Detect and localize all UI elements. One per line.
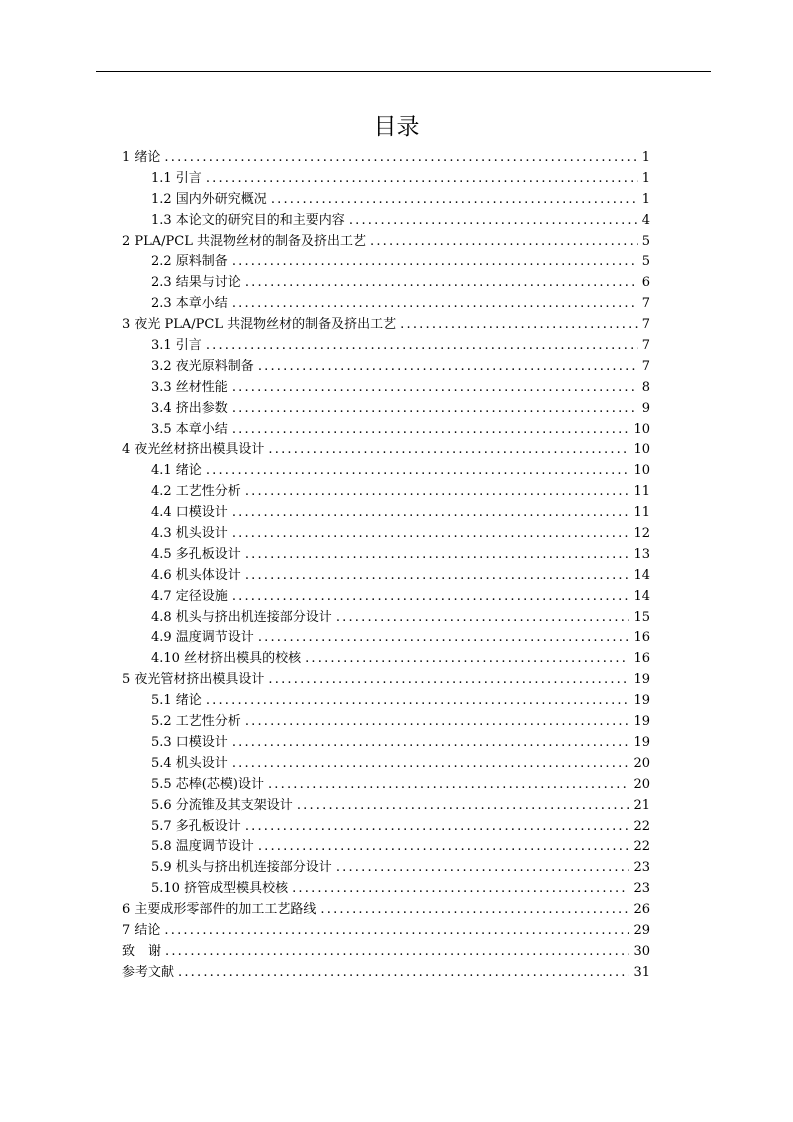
toc-dot-leader — [400, 315, 638, 336]
toc-entry[interactable] — [122, 900, 650, 921]
toc-entry[interactable] — [122, 817, 650, 838]
toc-page-number: 13 — [633, 546, 650, 562]
toc-entry-text: 5.3 口模设计 — [151, 734, 228, 750]
toc-entry[interactable] — [122, 837, 650, 858]
toc-entry[interactable] — [122, 608, 650, 629]
toc-entry-text: 5.1 绪论 — [151, 693, 202, 709]
toc-entry[interactable] — [122, 796, 650, 817]
toc-entry[interactable] — [122, 587, 650, 608]
toc-dot-leader — [245, 545, 630, 566]
toc-entry[interactable] — [122, 273, 650, 294]
toc-dot-leader — [268, 775, 630, 796]
toc-page-number: 23 — [633, 881, 650, 897]
toc-entry-text: 6 主要成形零部件的加工工艺路线 — [122, 902, 317, 918]
header-rule — [96, 71, 711, 72]
toc-entry-text: 2.3 结果与讨论 — [151, 275, 241, 291]
toc-page-number: 12 — [633, 526, 650, 542]
toc-entry-text: 4.3 机头设计 — [151, 526, 228, 542]
toc-dot-leader — [232, 252, 638, 273]
toc-entry-text: 致 谢 — [122, 943, 162, 959]
toc-page-number: 21 — [633, 797, 650, 813]
toc-page-number: 29 — [633, 922, 650, 938]
toc-entry-text: 参考文献 — [122, 964, 175, 980]
toc-entry[interactable] — [122, 211, 650, 232]
toc-dot-leader — [164, 148, 637, 169]
toc-entry-text: 5.4 机头设计 — [151, 755, 228, 771]
toc-entry-text: 5 夜光管材挤出模具设计 — [122, 672, 265, 688]
toc-entry[interactable] — [122, 503, 650, 524]
toc-entry[interactable] — [122, 775, 650, 796]
toc-dot-leader — [245, 566, 630, 587]
toc-entry-text: 4.2 工艺性分析 — [151, 484, 241, 500]
toc-dot-leader — [258, 837, 630, 858]
toc-dot-leader — [232, 587, 630, 608]
toc-page-number: 31 — [633, 964, 650, 980]
toc-dot-leader — [164, 921, 629, 942]
toc-entry-text: 4.4 口模设计 — [151, 505, 228, 521]
toc-page-number: 1 — [641, 191, 650, 207]
toc-page-number: 10 — [633, 442, 650, 458]
toc-dot-leader — [245, 817, 630, 838]
toc-entry[interactable] — [122, 252, 650, 273]
toc-dot-leader — [305, 649, 629, 670]
toc-dot-leader — [292, 879, 629, 900]
toc-entry[interactable] — [122, 420, 650, 441]
toc-dot-leader — [232, 399, 638, 420]
toc-entry[interactable] — [122, 858, 650, 879]
toc-page-number: 10 — [633, 421, 650, 437]
toc-entry-text: 5.8 温度调节设计 — [151, 839, 254, 855]
toc-dot-leader — [206, 461, 630, 482]
toc-page-number: 14 — [633, 588, 650, 604]
toc-dot-leader — [320, 900, 629, 921]
toc-page-number: 30 — [633, 943, 650, 959]
toc-page-number: 11 — [633, 484, 650, 500]
toc-dot-leader — [245, 482, 630, 503]
toc-entry-text: 5.6 分流锥及其支架设计 — [151, 797, 293, 813]
toc-page-number: 20 — [633, 755, 650, 771]
toc-entry[interactable] — [122, 357, 650, 378]
toc-entry[interactable] — [122, 232, 650, 253]
toc-entry-text: 4.7 定径设施 — [151, 588, 228, 604]
toc-page-number: 19 — [633, 672, 650, 688]
toc-page-number: 4 — [641, 212, 650, 228]
toc-entry-text: 4.9 温度调节设计 — [151, 630, 254, 646]
toc-entry-text: 3.1 引言 — [151, 338, 202, 354]
toc-entry-text: 1.1 引言 — [151, 170, 202, 186]
toc-entry-text: 4.5 多孔板设计 — [151, 546, 241, 562]
toc-page-number: 15 — [633, 609, 650, 625]
toc-entry[interactable] — [122, 963, 650, 984]
toc-entry-text: 4.10 丝材挤出模具的校核 — [151, 651, 302, 667]
toc-entry-text: 1.3 本论文的研究目的和主要内容 — [151, 212, 345, 228]
toc-page-number: 7 — [641, 338, 650, 354]
toc-entry-text: 3 夜光 PLA/PCL 共混物丝材的制备及挤出工艺 — [122, 317, 397, 333]
toc-dot-leader — [258, 357, 638, 378]
toc-dot-leader — [232, 503, 630, 524]
toc-entry-text: 4 夜光丝材挤出模具设计 — [122, 442, 265, 458]
toc-dot-leader — [336, 608, 630, 629]
toc-page-number: 19 — [633, 714, 650, 730]
toc-entry[interactable] — [122, 879, 650, 900]
toc-entry[interactable] — [122, 691, 650, 712]
toc-page-number: 7 — [641, 296, 650, 312]
toc-dot-leader — [232, 378, 638, 399]
toc-page-number: 20 — [633, 776, 650, 792]
toc-entry-text: 4.8 机头与挤出机连接部分设计 — [151, 609, 332, 625]
toc-page-number: 23 — [633, 860, 650, 876]
toc-page-number: 10 — [633, 463, 650, 479]
toc-entry[interactable] — [122, 754, 650, 775]
toc-entry[interactable] — [122, 378, 650, 399]
toc-entry[interactable] — [122, 712, 650, 733]
toc-dot-leader — [232, 420, 630, 441]
toc-entry[interactable] — [122, 482, 650, 503]
table-of-contents — [122, 148, 650, 984]
toc-entry-text: 2 PLA/PCL 共混物丝材的制备及挤出工艺 — [122, 233, 367, 249]
toc-entry-text: 3.2 夜光原料制备 — [151, 358, 254, 374]
toc-page-number: 26 — [633, 902, 650, 918]
toc-entry-text: 3.4 挤出参数 — [151, 400, 228, 416]
toc-entry-text: 2.2 原料制备 — [151, 254, 228, 270]
toc-entry-text: 1 绪论 — [122, 150, 161, 165]
toc-dot-leader — [271, 190, 638, 211]
toc-entry-text: 4.6 机头体设计 — [151, 567, 241, 583]
toc-page-number: 8 — [641, 379, 650, 395]
toc-entry[interactable] — [122, 315, 650, 336]
toc-entry[interactable] — [122, 566, 650, 587]
toc-page-number: 14 — [633, 567, 650, 583]
toc-entry[interactable] — [122, 545, 650, 566]
toc-entry[interactable] — [122, 524, 650, 545]
toc-page-number: 1 — [641, 170, 650, 186]
toc-dot-leader — [245, 273, 638, 294]
toc-page-number: 22 — [633, 818, 650, 834]
toc-dot-leader — [178, 963, 629, 984]
toc-entry[interactable] — [122, 942, 650, 963]
toc-dot-leader — [206, 169, 638, 190]
toc-dot-leader — [268, 440, 629, 461]
toc-page-number: 1 — [641, 150, 650, 165]
toc-entry[interactable] — [122, 148, 650, 169]
toc-dot-leader — [232, 754, 630, 775]
toc-entry-text: 5.2 工艺性分析 — [151, 714, 241, 730]
toc-dot-leader — [297, 796, 630, 817]
page-title: 目录 — [373, 114, 420, 140]
toc-entry[interactable] — [122, 649, 650, 670]
toc-entry[interactable] — [122, 628, 650, 649]
toc-dot-leader — [336, 858, 630, 879]
toc-dot-leader — [232, 294, 638, 315]
toc-page-number: 5 — [641, 254, 650, 270]
toc-page-number: 5 — [641, 233, 650, 249]
toc-dot-leader — [349, 211, 638, 232]
toc-dot-leader — [268, 670, 629, 691]
toc-entry[interactable] — [122, 921, 650, 942]
toc-entry-text: 3.3 丝材性能 — [151, 379, 228, 395]
toc-page-number: 7 — [641, 317, 650, 333]
toc-page-number: 11 — [633, 505, 650, 521]
toc-dot-leader — [232, 733, 630, 754]
toc-page-number: 9 — [641, 400, 650, 416]
toc-entry[interactable] — [122, 336, 650, 357]
toc-entry-text: 3.5 本章小结 — [151, 421, 228, 437]
toc-page-number: 16 — [633, 630, 650, 646]
toc-entry-text: 5.9 机头与挤出机连接部分设计 — [151, 860, 332, 876]
toc-entry[interactable] — [122, 399, 650, 420]
toc-page-number: 6 — [641, 275, 650, 291]
toc-entry-text: 1.2 国内外研究概况 — [151, 191, 267, 207]
toc-dot-leader — [206, 691, 630, 712]
toc-dot-leader — [232, 524, 630, 545]
toc-page-number: 19 — [633, 734, 650, 750]
toc-page-number: 16 — [633, 651, 650, 667]
toc-dot-leader — [206, 336, 638, 357]
toc-entry[interactable] — [122, 294, 650, 315]
toc-dot-leader — [245, 712, 630, 733]
toc-entry-text: 5.10 挤管成型模具校核 — [151, 881, 289, 897]
toc-dot-leader — [165, 942, 629, 963]
toc-entry-text: 5.5 芯棒(芯模)设计 — [151, 776, 264, 792]
toc-entry-text: 7 结论 — [122, 922, 161, 938]
toc-entry-text: 2.3 本章小结 — [151, 296, 228, 312]
toc-page-number: 7 — [641, 358, 650, 374]
toc-entry[interactable] — [122, 733, 650, 754]
toc-entry-text: 5.7 多孔板设计 — [151, 818, 241, 834]
toc-entry[interactable] — [122, 461, 650, 482]
toc-entry[interactable] — [122, 670, 650, 691]
toc-entry-text: 4.1 绪论 — [151, 463, 202, 479]
toc-entry[interactable] — [122, 190, 650, 211]
toc-page-number: 22 — [633, 839, 650, 855]
toc-dot-leader — [258, 628, 630, 649]
toc-entry[interactable] — [122, 440, 650, 461]
toc-page-number: 19 — [633, 693, 650, 709]
toc-dot-leader — [370, 232, 638, 253]
toc-entry[interactable] — [122, 169, 650, 190]
